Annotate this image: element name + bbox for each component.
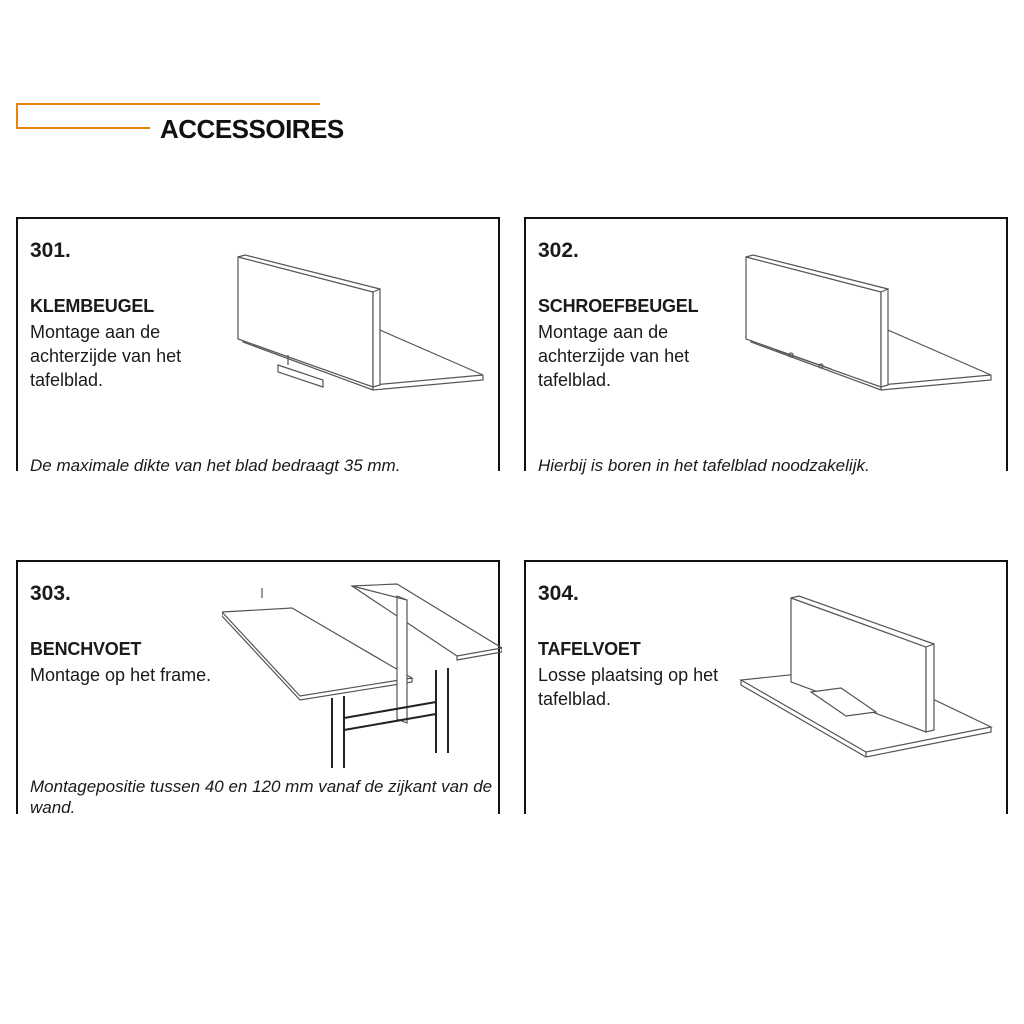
accessory-card-301	[16, 217, 500, 475]
table-foot-illustration	[736, 592, 996, 762]
item-note: De maximale dikte van het blad bedraagt 35 mm.	[30, 456, 401, 475]
item-number: 301.	[30, 239, 71, 262]
bench-foot-illustration	[222, 578, 502, 768]
item-number: 303.	[30, 582, 71, 605]
item-description: Losse plaatsing op het tafelblad.	[538, 665, 719, 709]
item-title: SCHROEFBEUGEL	[538, 296, 699, 316]
item-title: KLEMBEUGEL	[30, 296, 155, 316]
clamp-bracket-illustration	[228, 247, 498, 417]
accessory-card-302	[524, 217, 1008, 475]
item-description: Montage aan de achterzijde van het tafelblad.	[30, 322, 182, 390]
item-number: 302.	[538, 239, 579, 262]
item-number: 304.	[538, 582, 579, 605]
screw-bracket-illustration	[736, 247, 1006, 417]
item-description: Montage aan de achterzijde van het tafelblad.	[538, 322, 690, 390]
item-description: Montage op het frame.	[30, 665, 212, 685]
page-title: ACCESSOIRES	[160, 114, 344, 144]
accessory-card-304	[524, 560, 1008, 814]
item-note: Hierbij is boren in het tafelblad noodzakelijk.	[538, 456, 870, 475]
item-title: BENCHVOET	[30, 639, 142, 659]
accessory-card-303	[16, 560, 500, 817]
item-title: TAFELVOET	[538, 639, 641, 659]
item-note: Montagepositie tussen 40 en 120 mm vanaf de zijkant van de wand.	[30, 777, 493, 817]
